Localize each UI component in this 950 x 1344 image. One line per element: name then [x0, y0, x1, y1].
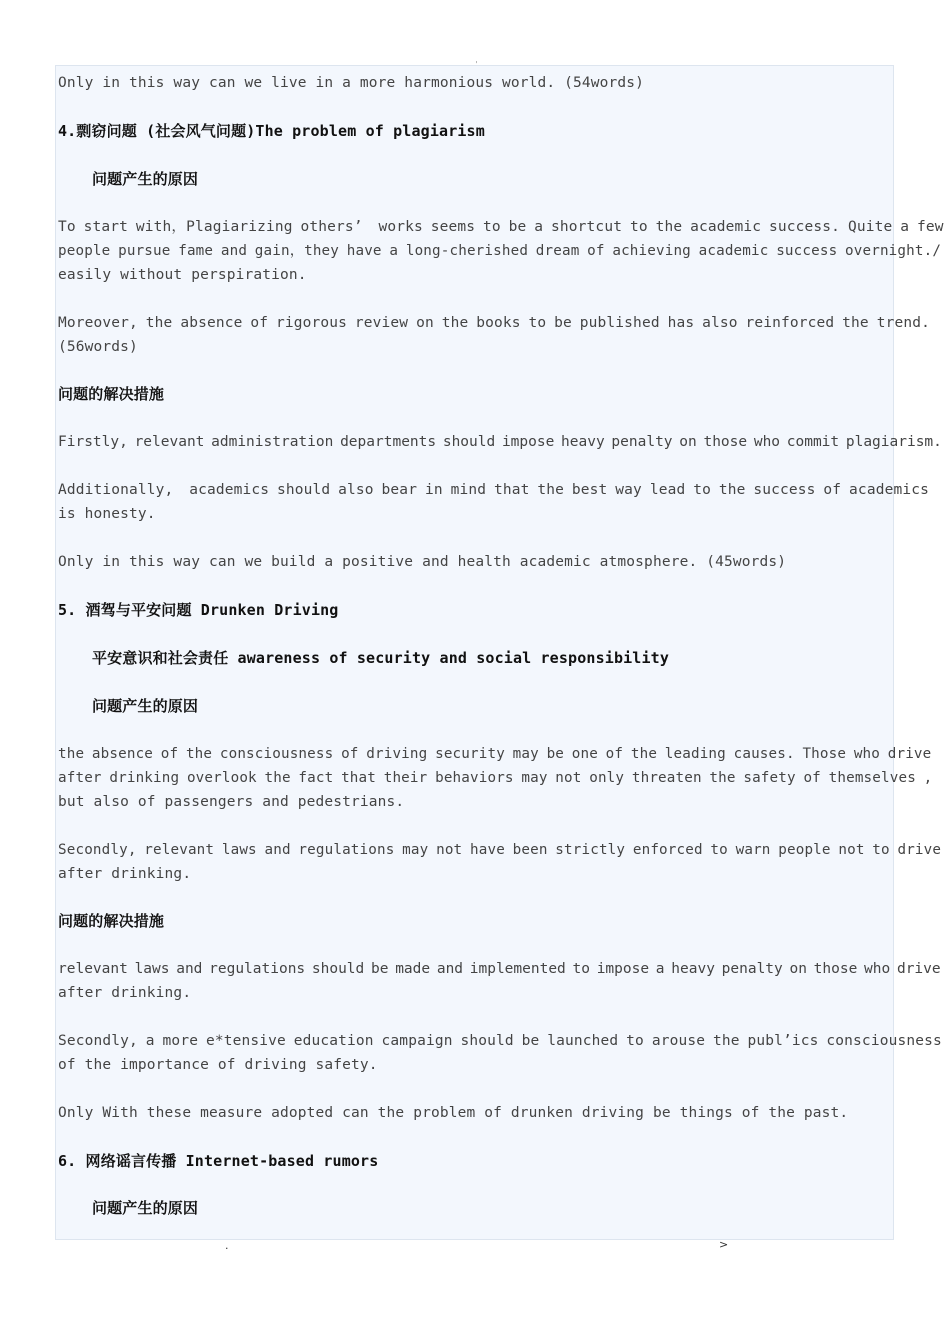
paragraph-line: but also of passengers and pedestrians.	[58, 794, 405, 810]
footer-right-mark: >	[719, 1238, 729, 1251]
paragraph-line: (56words)	[58, 339, 138, 355]
paragraph-line: Firstly, relevant administration departments should impose heavy penalty on those who commit plagiarism.	[58, 434, 942, 450]
paragraph-line: relevant laws and regulations should be made and implemented to impose a heavy penalty on those who drive	[58, 961, 941, 977]
section-heading-drunken-driving: 5. 酒驾与平安问题 Drunken Driving	[58, 601, 339, 619]
subheading-causes: 问题产生的原因	[92, 170, 199, 188]
paragraph-line: To start with，Plagiarizing others’ works seems to be a shortcut to the academic success. Quite a few	[58, 219, 944, 235]
paragraph-line: the absence of the consciousness of driving security may be one of the leading causes. Those who drive	[58, 746, 932, 762]
subheading-solutions: 问题的解决措施	[58, 912, 165, 930]
subheading-awareness: 平安意识和社会责任 awareness of security and social responsibility	[92, 649, 670, 667]
paragraph-line: after drinking.	[58, 866, 192, 882]
paragraph-line: of the importance of driving safety.	[58, 1057, 378, 1073]
paragraph-line: people pursue fame and gain，they have a long-cherished dream of achieving academic success overnight./	[58, 243, 942, 259]
paragraph-line: Secondly, a more e*tensive education campaign should be launched to arouse the publ’ics consciousness	[58, 1033, 942, 1049]
conclusion-line: Only in this way can we live in a more harmonious world. (54words)	[58, 75, 645, 91]
paragraph-line: easily without perspiration.	[58, 267, 307, 283]
paragraph-line: after drinking.	[58, 985, 192, 1001]
section-heading-rumors: 6. 网络谣言传播 Internet-based rumors	[58, 1152, 379, 1170]
subheading-solutions: 问题的解决措施	[58, 385, 165, 403]
paragraph-line: is honesty.	[58, 506, 156, 522]
paragraph-line: Additionally, academics should also bear in mind that the best way lead to the success of academics	[58, 482, 929, 498]
paragraph-line: Moreover, the absence of rigorous review on the books to be published has also reinforced the trend.	[58, 315, 930, 331]
paragraph-line: Secondly, relevant laws and regulations may not have been strictly enforced to warn people not to drive	[58, 842, 942, 858]
paragraph-line: Only in this way can we build a positive and health academic atmosphere. (45words)	[58, 554, 787, 570]
subheading-causes: 问题产生的原因	[92, 697, 199, 715]
top-tick: '	[474, 60, 479, 69]
footer-left-mark: .	[225, 1239, 229, 1252]
section-heading-plagiarism: 4.剽窃问题 (社会风气问题)The problem of plagiarism	[58, 122, 485, 140]
paragraph-line: Only With these measure adopted can the problem of drunken driving be things of the past.	[58, 1105, 849, 1121]
subheading-causes: 问题产生的原因	[92, 1199, 199, 1217]
paragraph-line: after drinking overlook the fact that their behaviors may not only threaten the safety of themselves ,	[58, 770, 933, 786]
